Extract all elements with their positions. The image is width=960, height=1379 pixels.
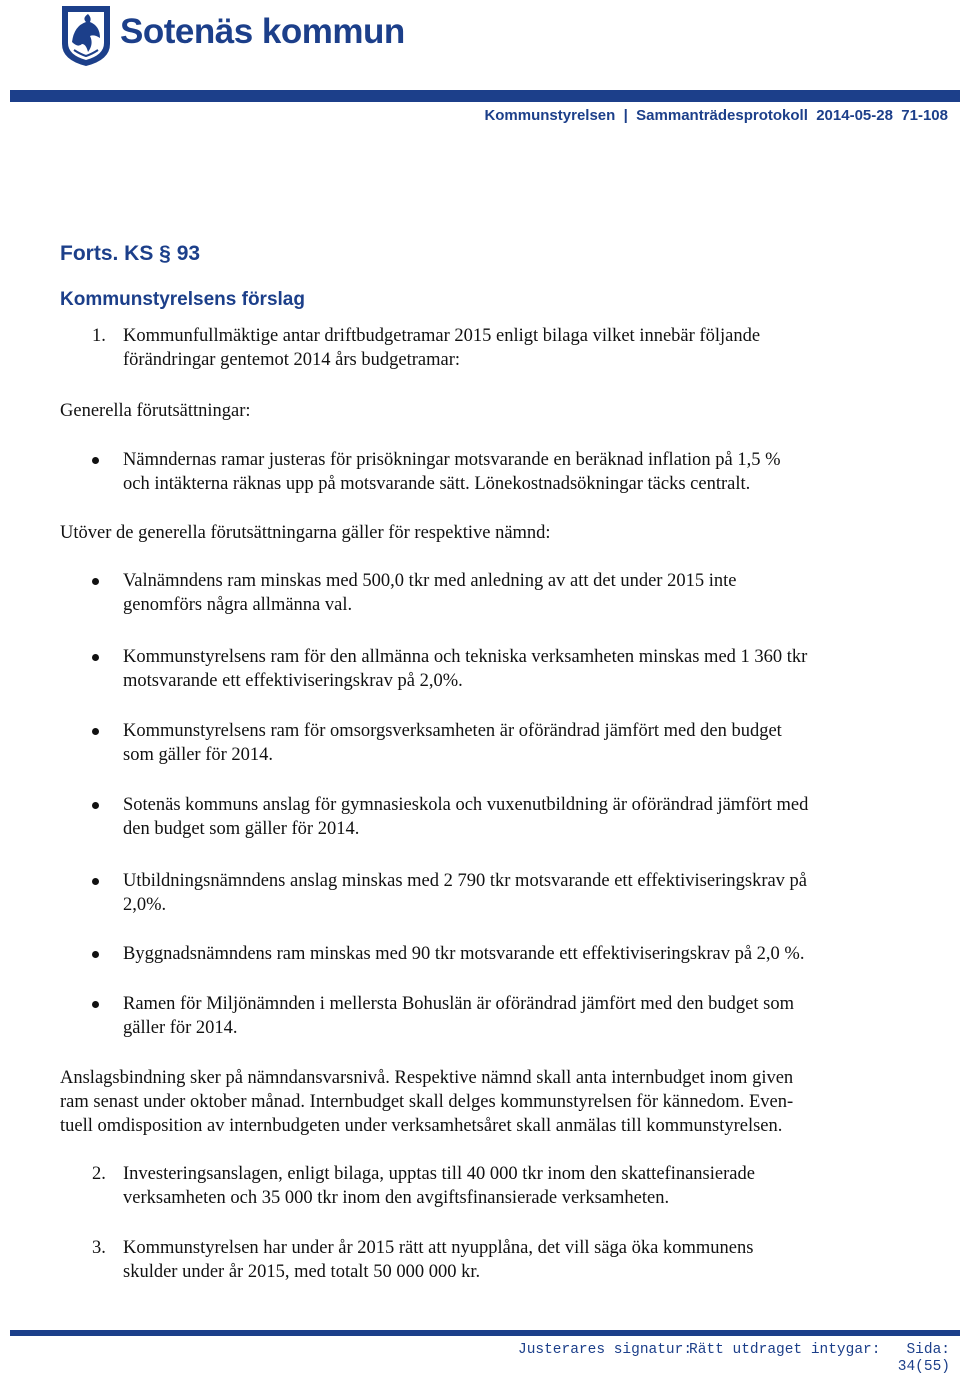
item-number: 1. <box>92 326 106 346</box>
text-line: 2,0%. <box>123 895 167 915</box>
list-item <box>123 869 807 917</box>
item-number: 3. <box>92 1238 106 1258</box>
bullet-icon <box>92 578 99 585</box>
bullet-icon <box>92 1001 99 1008</box>
text-line: Kommunstyrelsen har under år 2015 rätt att nyupplåna, det vill säga öka kommunens <box>123 1238 754 1258</box>
text-line: Kommunfullmäktige antar driftbudgetramar 2015 enligt bilaga vilket innebär följande <box>123 326 761 346</box>
section-title: Forts. KS § 93 <box>60 242 201 265</box>
text-line: Anslagsbindning sker på nämndansvarsnivå. Respektive nämnd skall anta internbudget inom given <box>60 1068 794 1088</box>
list-item <box>123 942 804 966</box>
page-number: 34(55) <box>897 1359 950 1375</box>
binding-paragraph <box>60 1066 793 1138</box>
list-item <box>123 1162 755 1210</box>
list-item <box>123 1236 753 1284</box>
text-line: Byggnadsnämndens ram minskas med 90 tkr motsvarande ett effektiviseringskrav på 2,0 %. <box>123 944 805 964</box>
seal-bird-icon <box>60 4 112 68</box>
list-item <box>123 645 807 693</box>
bullet-icon <box>92 951 99 958</box>
text-line: verksamheten och 35 000 tkr inom den avgiftsfinansierade verksamheten. <box>123 1188 670 1208</box>
text-line: Sotenäs kommuns anslag för gymnasieskola och vuxenutbildning är oförändrad jämfört med <box>123 795 809 815</box>
list-item <box>123 324 760 372</box>
bullet-icon <box>92 457 99 464</box>
list-item <box>123 448 781 496</box>
text-line: förändringar gentemot 2014 års budgetramar: <box>123 350 460 370</box>
signature-label: Justerares signatur: <box>518 1342 693 1358</box>
item-number: 2. <box>92 1164 106 1184</box>
general-heading: Generella förutsättningar: <box>60 401 251 421</box>
text-line: skulder under år 2015, med totalt 50 000 000 kr. <box>123 1262 481 1282</box>
municipality-logo <box>60 4 112 73</box>
list-item <box>123 793 808 841</box>
list-item <box>123 992 794 1040</box>
text-line: genomförs några allmänna val. <box>123 595 353 615</box>
list-item <box>123 569 736 617</box>
text-line: Investeringsanslagen, enligt bilaga, upptas till 40 000 tkr inom den skattefinansierade <box>123 1164 755 1184</box>
text-line: Kommunstyrelsens ram för omsorgsverksamheten är oförändrad jämfört med den budget <box>123 721 782 741</box>
text-line: den budget som gäller för 2014. <box>123 819 360 839</box>
certify-label: Rätt utdraget intygar: <box>689 1342 881 1358</box>
text-line: motsvarande ett effektiviseringskrav på 2,0%. <box>123 671 463 691</box>
text-line: gäller för 2014. <box>123 1018 238 1038</box>
text-line: som gäller för 2014. <box>123 745 274 765</box>
text-line: tuell omdisposition av internbudgeten under verksamhetsåret skall anmälas till kommunstyrelsen. <box>60 1116 783 1136</box>
text-line: Utbildningsnämndens anslag minskas med 2 790 tkr motsvarande ett effektiviseringskrav på <box>123 871 808 891</box>
bullet-icon <box>92 878 99 885</box>
footer-divider <box>10 1330 960 1336</box>
text-line: och intäkterna räknas upp på motsvarande sätt. Lönekostnadsökningar täcks centralt. <box>123 474 751 494</box>
bullet-icon <box>92 654 99 661</box>
list-item <box>123 719 782 767</box>
bullet-icon <box>92 802 99 809</box>
text-line: Valnämndens ram minskas med 500,0 tkr med anledning av att det under 2015 inte <box>123 571 737 591</box>
header-divider <box>10 90 960 102</box>
bullet-icon <box>92 728 99 735</box>
document-info-line: Kommunstyrelsen | Sammanträdesprotokoll 2014-05-28 71-108 <box>484 107 948 124</box>
text-line: Kommunstyrelsens ram för den allmänna och tekniska verksamheten minskas med 1 360 tkr <box>123 647 808 667</box>
text-line: Nämndernas ramar justeras för prisökningar motsvarande en beräknad inflation på 1,5 % <box>123 450 781 470</box>
proposal-title: Kommunstyrelsens förslag <box>60 289 305 310</box>
text-line: ram senast under oktober månad. Internbudget skall delges kommunstyrelsen för kännedom. Even- <box>60 1092 794 1112</box>
page-label: Sida: <box>906 1342 950 1358</box>
specific-heading: Utöver de generella förutsättningarna gäller för respektive nämnd: <box>60 523 551 543</box>
organization-name: Sotenäs kommun <box>120 12 405 51</box>
text-line: Ramen för Miljönämnden i mellersta Bohuslän är oförändrad jämfört med den budget som <box>123 994 794 1014</box>
